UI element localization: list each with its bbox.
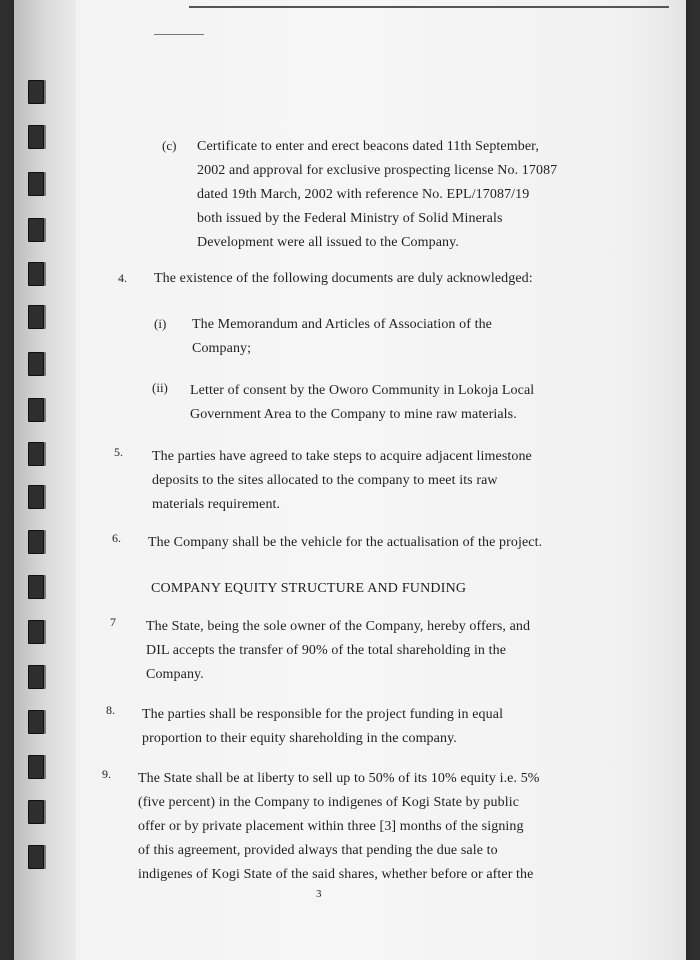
item-c-line-4: both issued by the Federal Ministry of Solid Minerals — [197, 211, 503, 226]
item-c-label: (c) — [162, 138, 177, 153]
staple-icon — [28, 218, 44, 242]
clause-4-sub-i-line-1: The Memorandum and Articles of Association of the — [192, 317, 493, 332]
staple-icon — [28, 442, 44, 466]
staple-icon — [28, 262, 44, 286]
clause-9-line-1: The State shall be at liberty to sell up to 50% of its 10% equity i.e. 5% — [138, 771, 540, 786]
clause-9-line-3: offer or by private placement within three [3] months of the signing — [138, 819, 524, 834]
document-page — [14, 0, 686, 960]
staple-icon — [28, 485, 44, 509]
item-c-line-5: Development were all issued to the Company. — [197, 235, 459, 250]
clause-9-line-5: indigenes of Kogi State of the said shares, whether before or after the — [138, 867, 534, 882]
clause-4-text: The existence of the following documents are duly acknowledged: — [154, 271, 533, 286]
clause-4-sub-ii-line-2: Government Area to the Company to mine raw materials. — [190, 407, 517, 422]
clause-5-line-2: deposits to the sites allocated to the company to meet its raw — [152, 473, 498, 488]
clause-8-line-1: The parties shall be responsible for the project funding in equal — [142, 707, 504, 722]
staple-icon — [28, 755, 44, 779]
staple-icon — [28, 575, 44, 599]
staple-icon — [28, 620, 44, 644]
item-c-line-3: dated 19th March, 2002 with reference No. EPL/17087/19 — [197, 187, 530, 202]
clause-6-number: 6. — [112, 531, 121, 545]
staple-icon — [28, 710, 44, 734]
clause-5-line-1: The parties have agreed to take steps to acquire adjacent limestone — [152, 449, 532, 464]
staple-icon — [28, 172, 44, 196]
top-rule-line — [189, 6, 669, 8]
item-c-line-1: Certificate to enter and erect beacons dated 11th September, — [197, 139, 539, 154]
clause-5-line-3: materials requirement. — [152, 497, 281, 512]
binding-strip — [14, 0, 76, 960]
staple-icon — [28, 125, 44, 149]
clause-7-line-2: DIL accepts the transfer of 90% of the total shareholding in the — [146, 643, 507, 658]
clause-5-number: 5. — [114, 445, 123, 459]
staple-icon — [28, 305, 44, 329]
staple-icon — [28, 80, 44, 104]
staple-icon — [28, 352, 44, 376]
clause-8-line-2: proportion to their equity shareholding in the company. — [142, 731, 457, 746]
staple-icon — [28, 845, 44, 869]
item-c-line-2: 2002 and approval for exclusive prospecting license No. 17087 — [197, 163, 558, 178]
staple-icon — [28, 530, 44, 554]
staple-icon — [28, 665, 44, 689]
clause-8-number: 8. — [106, 703, 115, 717]
clause-4-sub-ii-line-1: Letter of consent by the Oworo Community in Lokoja Local — [190, 383, 535, 398]
staple-icon — [28, 398, 44, 422]
page-number: 3 — [316, 888, 322, 900]
clause-9-number: 9. — [102, 767, 111, 781]
top-dash-mark — [154, 34, 204, 35]
clause-4-sub-ii-label: (ii) — [152, 380, 168, 395]
section-heading: COMPANY EQUITY STRUCTURE AND FUNDING — [151, 581, 467, 596]
clause-4-sub-i-line-2: Company; — [192, 341, 252, 356]
clause-7-line-3: Company. — [146, 667, 204, 682]
staple-icon — [28, 800, 44, 824]
clause-7-line-1: The State, being the sole owner of the Company, hereby offers, and — [146, 619, 531, 634]
clause-6-text: The Company shall be the vehicle for the actualisation of the project. — [148, 535, 543, 550]
clause-4-number: 4. — [118, 271, 127, 285]
clause-9-line-4: of this agreement, provided always that pending the due sale to — [138, 843, 498, 858]
clause-7-number: 7 — [110, 615, 116, 629]
clause-4-sub-i-label: (i) — [154, 316, 167, 331]
clause-9-line-2: (five percent) in the Company to indigenes of Kogi State by public — [138, 795, 520, 810]
